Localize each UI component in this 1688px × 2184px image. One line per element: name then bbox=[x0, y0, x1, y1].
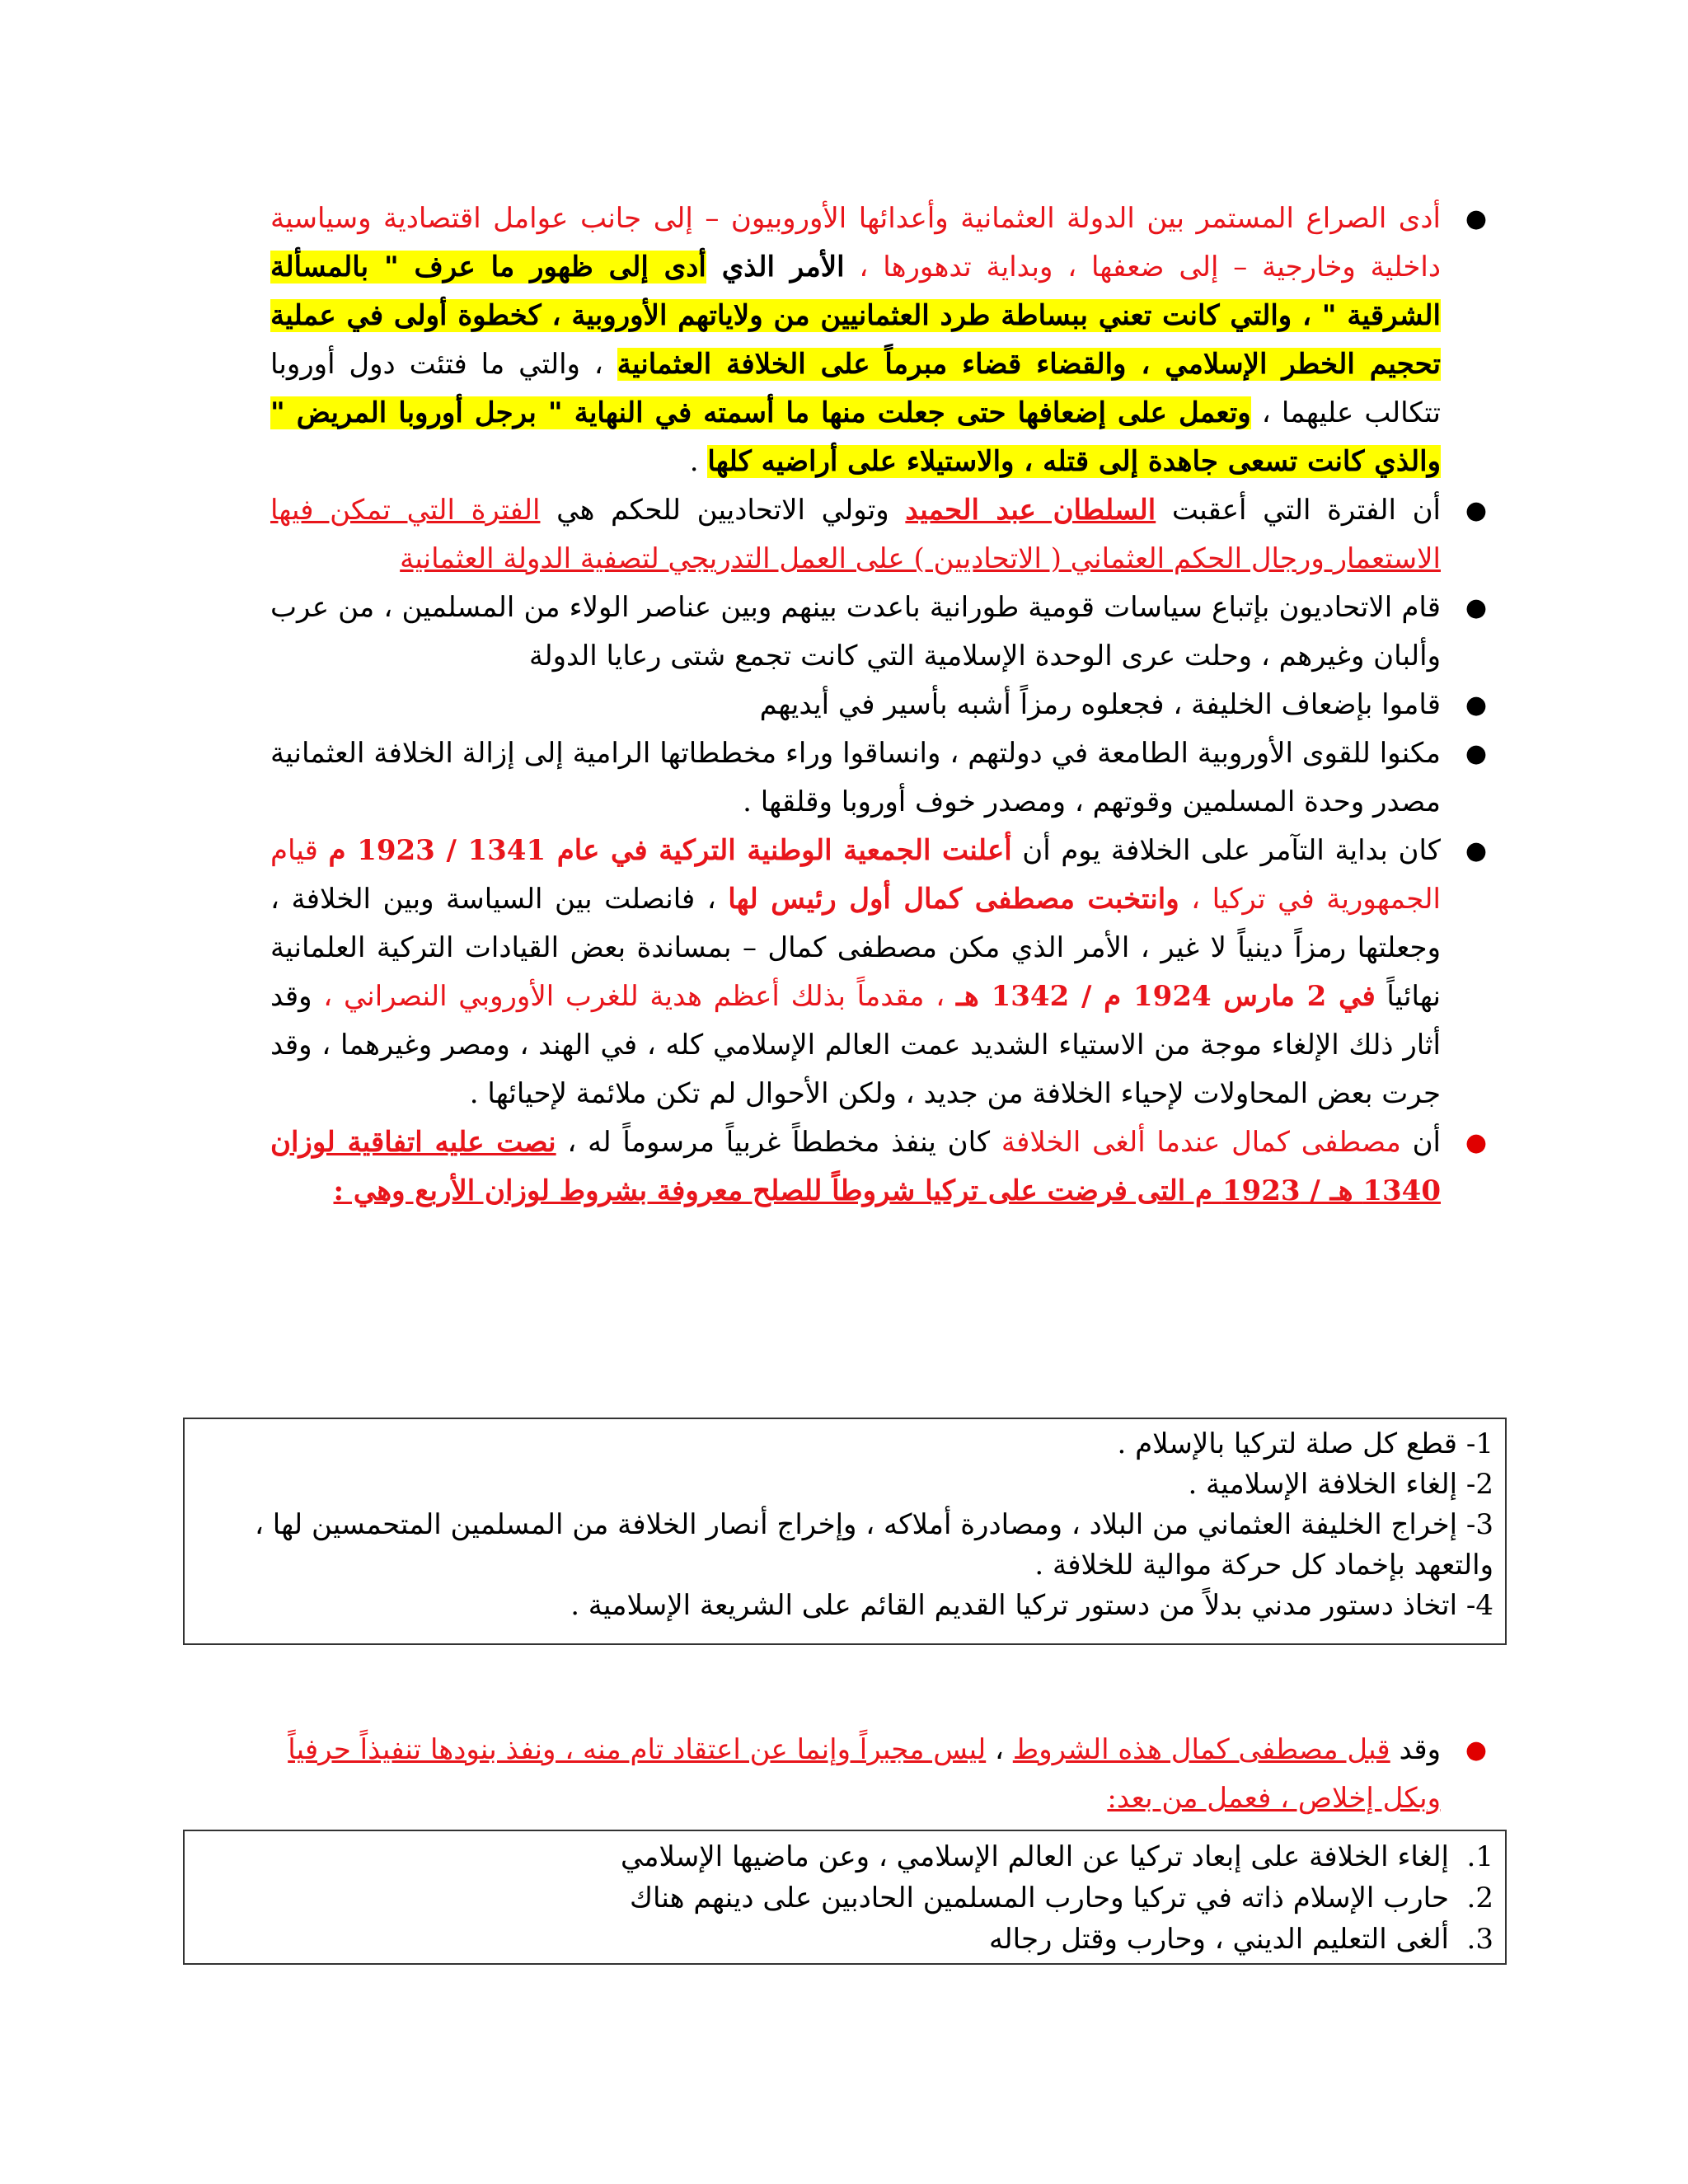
underlined-text: الفترة التي تمكن فيها الاستعمار ورجال الحكم العثماني ( الاتحاديين ) على العمل التدريجي لتصفية الدولة العثمانية bbox=[270, 494, 1441, 575]
bullet-text: أن الفترة التي أعقبت bbox=[1156, 494, 1441, 527]
action-item bbox=[196, 1836, 1493, 1877]
bold-red-text: أعلنت الجمعية الوطنية التركية في عام 1341 / 1923 م bbox=[328, 834, 1012, 867]
list-number: 1. bbox=[1466, 1840, 1493, 1873]
bullet-text: ، مقدماً بذلك أعظم هدية للغرب الأوروبي النصراني ، bbox=[323, 980, 956, 1013]
bullet-text: ، bbox=[986, 1733, 1013, 1766]
bullet-text: . bbox=[689, 445, 708, 478]
main-text bbox=[270, 194, 1487, 1216]
list-number: 2. bbox=[1466, 1882, 1493, 1915]
condition-item: 4- اتخاذ دستور مدني بدلاً من دستور تركيا القديم القائم على الشريعة الإسلامية . bbox=[570, 1589, 1493, 1622]
bullet-accepted-conditions bbox=[270, 1726, 1487, 1823]
highlighted-text: أدى إلى ظهور ما عرف " بالمسألة الشرقية " ، والتي كانت تعني ببساطة طرد العثمانيين من ولاياتهم الأوروبية ، كخطوة أولى في عملية تحجيم الخطر الإسلامي ، والقضاء قضاء مبرماً على الخلافة العثمانية bbox=[270, 251, 1441, 381]
action-item bbox=[196, 1919, 1493, 1960]
list-number: 3. bbox=[1466, 1923, 1493, 1956]
bullet-list bbox=[270, 194, 1487, 1216]
bullet-republic-declared bbox=[270, 827, 1487, 1118]
bullet-text: ، فانصلت بين السياسة وبين الخلافة ، وجعلتها رمزاً دينياً لا غير ، الأمر الذي مكن مصطفى كمال – بمساندة بعض القيادات التركية العلمانية نهائياً bbox=[270, 883, 1442, 1013]
bullet-icon: ● bbox=[1465, 1736, 1487, 1765]
bullet-icon: ● bbox=[1465, 204, 1487, 233]
bullet-abdulhamid-period bbox=[270, 486, 1487, 583]
bullet-text: أن bbox=[1400, 1126, 1442, 1159]
bullet-text: ، والتي ما فتئت دول أوروبا تتكالب عليهما ، bbox=[270, 348, 1441, 429]
action-item bbox=[196, 1877, 1493, 1919]
bullet-text: وقد أثار ذلك الإلغاء موجة من الاستياء الشديد عمت العالم الإسلامي كله ، في الهند ، ومصر وغيرهما ، وقد جرت بعض المحاولات لإحياء الخلافة من جديد ، ولكن الأحوال لم تكن ملائمة لإحيائها . bbox=[270, 980, 1442, 1110]
condition-item: 1- قطع كل صلة لتركيا بالإسلام . bbox=[1117, 1427, 1493, 1460]
action-text: إلغاء الخلافة على إبعاد تركيا عن العالم الإسلامي ، وعن ماضيها الإسلامي bbox=[620, 1840, 1449, 1873]
bullet-lausanne-treaty bbox=[270, 1118, 1487, 1216]
condition-item: 2- إلغاء الخلافة الإسلامية . bbox=[1188, 1468, 1493, 1501]
lausanne-conditions-box bbox=[183, 1418, 1507, 1645]
actions-box bbox=[183, 1830, 1507, 1965]
bold-red-text: في 2 مارس 1924 م / 1342 هـ bbox=[955, 980, 1376, 1013]
action-text: ألغى التعليم الديني ، وحارب وقتل رجاله bbox=[989, 1923, 1449, 1956]
bullet-text: أدى الصراع المستمر بين الدولة العثمانية وأعدائها الأوروبيون – إلى جانب عوامل اقتصادية وسياسية داخلية وخارجية – إلى ضعفها ، وبداية تدهورها ، bbox=[270, 202, 1442, 284]
bullet-icon: ● bbox=[1465, 496, 1487, 525]
underlined-text: قبل مصطفى كمال هذه الشروط bbox=[1012, 1733, 1390, 1766]
bullet-text: قيام الجمهورية في تركيا ، bbox=[270, 834, 1441, 916]
condition-item: 3- إخراج الخليفة العثماني من البلاد ، ومصادرة أملاكه ، وإخراج أنصار الخلافة من المسلمين المتحمسين لها ، والتعهد بإخماد كل حركة موالية للخلافة . bbox=[254, 1508, 1493, 1582]
bullet-text: وقد bbox=[1390, 1733, 1441, 1766]
bullet-text: كان بداية التآمر على الخلافة يوم أن bbox=[1011, 834, 1441, 867]
bullet-icon: ● bbox=[1465, 1128, 1487, 1157]
bullet-icon: ● bbox=[1465, 837, 1487, 865]
bullet-icon: ● bbox=[1465, 691, 1487, 719]
bullet-text: مصطفى كمال عندما ألغى الخلافة bbox=[1001, 1126, 1401, 1159]
actions-list bbox=[196, 1836, 1493, 1960]
bullet-text: كان ينفذ مخططاً غربياً مرسوماً له ، bbox=[556, 1126, 1001, 1159]
bullet-text: مكنوا للقوى الأوروبية الطامعة في دولتهم ، وانساقوا وراء مخططاتها الرامية إلى إزالة الخلافة العثمانية مصدر وحدة المسلمين وقوتهم ، ومصدر خوف أوروبا وقلقها . bbox=[270, 737, 1441, 818]
underlined-text: السلطان عبد الحميد bbox=[905, 494, 1156, 527]
bullet-text: وتولي الاتحاديين للحكم هي bbox=[540, 494, 906, 527]
bullet-european-powers bbox=[270, 729, 1487, 827]
bullet-text: الأمر الذي bbox=[706, 251, 845, 284]
underlined-text: نصت عليه اتفاقية لوزان 1340 هـ / 1923 م التى فرضت على تركيا شروطاً للصلح معروفة بشروط لوزان الأربع وهي : bbox=[270, 1126, 1441, 1207]
bullet-text: قام الاتحاديون بإتباع سياسات قومية طورانية باعدت بينهم وبين عناصر الولاء من المسلمين ، من عرب وألبان وغيرهم ، وحلت عرى الوحدة الإسلامية التي كانت تجمع شتى رعايا الدولة bbox=[270, 591, 1441, 673]
underlined-text: ليس مجبراً وإنما عن اعتقاد تام منه ، ونفذ بنودها تنفيذاً حرفياً وبكل إخلاص ، فعمل من بعد: bbox=[288, 1733, 1441, 1815]
bullet-text: قاموا بإضعاف الخليفة ، فجعلوه رمزاً أشبه بأسير في أيديهم bbox=[759, 688, 1441, 721]
action-text: حارب الإسلام ذاته في تركيا وحارب المسلمين الحادبين على دينهم هناك bbox=[630, 1882, 1449, 1915]
bullet-turanian-policy bbox=[270, 583, 1487, 681]
bullet-eastern-question bbox=[270, 194, 1487, 486]
highlighted-text: وتعمل على إضعافها حتى جعلت منها ما أسمته في النهاية " برجل أوروبا المريض " والذي كانت تسعى جاهدة إلى قتله ، والاستيلاء على أراضيه كلها bbox=[270, 396, 1441, 478]
bullet-icon: ● bbox=[1465, 593, 1487, 622]
bullet-weaken-caliph bbox=[270, 681, 1487, 729]
bold-red-text: وانتخبت مصطفى كمال أول رئيس لها bbox=[728, 883, 1179, 916]
bullet-icon: ● bbox=[1465, 739, 1487, 768]
